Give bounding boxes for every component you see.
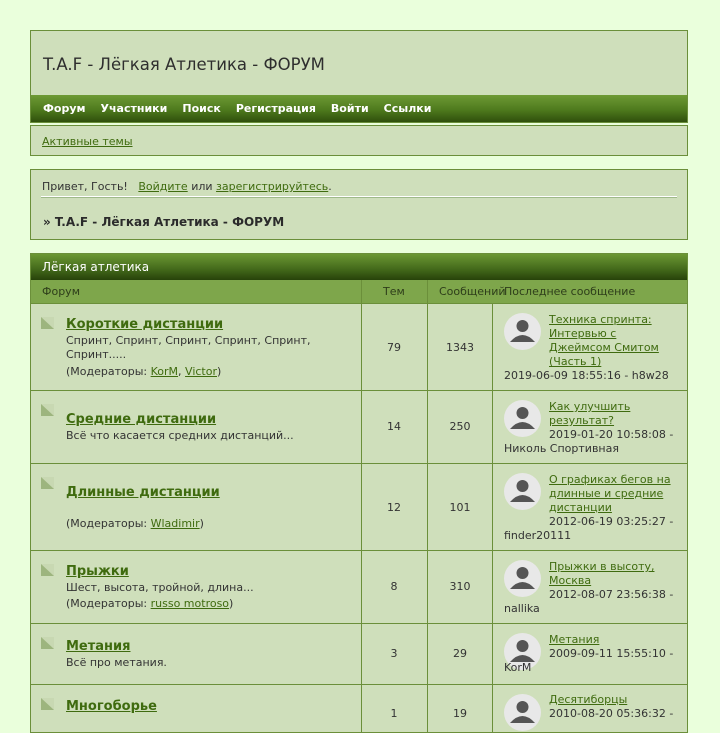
last-post-meta: 2009-09-11 15:55:10 - KorM xyxy=(504,647,674,674)
forum-moderators: (Модераторы: russo motroso) xyxy=(66,597,234,610)
forum-status-icon xyxy=(41,698,54,710)
column-headers xyxy=(31,280,687,304)
nav-register[interactable]: Регистрация xyxy=(235,102,316,115)
nav-login[interactable]: Войти xyxy=(330,102,369,115)
avatar xyxy=(504,313,541,350)
forum-title-link[interactable]: Прыжки xyxy=(66,564,129,579)
forum-description: Спринт, Спринт, Спринт, Спринт, Спринт, Спринт..... xyxy=(66,334,311,361)
forum-title-link[interactable]: Длинные дистанции xyxy=(66,485,220,500)
register-link[interactable]: зарегистрируйтесь xyxy=(216,180,329,193)
forum-row xyxy=(31,685,687,733)
login-link[interactable]: Войдите xyxy=(138,180,188,193)
last-post-meta: 2010-08-20 05:36:32 - xyxy=(549,707,674,720)
period-text: . xyxy=(328,180,332,193)
last-post-link[interactable]: Техника спринта: Интервью с Джеймсом Смитом (Часть 1) xyxy=(549,313,659,368)
forum-row xyxy=(31,551,687,624)
moderator-link[interactable]: KorM xyxy=(150,365,179,378)
forum-title-link[interactable]: Короткие дистанции xyxy=(66,317,224,332)
last-post-link[interactable]: Метания xyxy=(549,633,600,646)
forum-status-icon xyxy=(41,637,54,649)
last-post-link[interactable]: Как улучшить результат? xyxy=(549,400,631,427)
forum-title-link[interactable]: Многоборье xyxy=(66,699,157,714)
forum-title-link[interactable]: Средние дистанции xyxy=(66,412,217,427)
moderator-link[interactable]: Victor xyxy=(185,365,217,378)
forum-moderators: (Модераторы: Wladimir) xyxy=(66,517,204,530)
nav-forum[interactable]: Форум xyxy=(43,102,86,115)
forum-status-icon xyxy=(41,477,54,489)
topics-count: 79 xyxy=(387,341,401,354)
forum-status-icon xyxy=(41,317,54,329)
forum-title-link[interactable]: Метания xyxy=(66,639,131,654)
posts-count: 250 xyxy=(449,420,471,433)
col-last: Последнее сообщение xyxy=(504,285,636,298)
forum-row xyxy=(31,624,687,685)
navbar xyxy=(31,95,687,122)
forum-row xyxy=(31,391,687,464)
or-text: или xyxy=(191,180,213,193)
posts-count: 101 xyxy=(449,501,471,514)
forum-status-icon xyxy=(41,404,54,416)
last-post-meta: 2012-06-19 03:25:27 - finder20111 xyxy=(504,515,674,542)
topics-count: 1 xyxy=(390,707,398,720)
moderator-link[interactable]: russo motroso xyxy=(150,597,230,610)
forum-row xyxy=(31,464,687,551)
divider xyxy=(41,196,677,198)
posts-count: 310 xyxy=(449,580,471,593)
topics-count: 3 xyxy=(390,647,398,660)
topics-count: 8 xyxy=(390,580,398,593)
forum-status-icon xyxy=(41,564,54,576)
posts-count: 1343 xyxy=(446,341,474,354)
posts-count: 29 xyxy=(453,647,467,660)
breadcrumb: » T.A.F - Лёгкая Атлетика - ФОРУМ xyxy=(43,215,285,229)
forum-description: Всё что касается средних дистанций... xyxy=(66,429,294,442)
last-post-link[interactable]: Прыжки в высоту, Москва xyxy=(549,560,655,587)
forum-description: Шест, высота, тройной, длина... xyxy=(66,581,254,594)
welcome-panel xyxy=(30,169,688,240)
last-post-meta: 2012-08-07 23:56:38 - nallika xyxy=(504,588,674,615)
col-topics: Тем xyxy=(383,285,405,298)
last-post-meta: 2019-01-20 10:58:08 - Николь Спортивная xyxy=(504,428,674,455)
forum-row xyxy=(31,304,687,391)
last-post-meta: 2019-06-09 18:55:16 - h8w28 xyxy=(504,369,669,382)
site-title: T.A.F - Лёгкая Атлетика - ФОРУМ xyxy=(43,55,325,74)
col-forum: Форум xyxy=(42,285,80,298)
last-post-link[interactable]: Десятиборцы xyxy=(549,693,628,706)
nav-members[interactable]: Участники xyxy=(100,102,168,115)
active-topics-bar xyxy=(30,125,688,156)
forum-table xyxy=(30,253,688,733)
active-topics-link[interactable]: Активные темы xyxy=(42,135,133,148)
nav-links[interactable]: Ссылки xyxy=(383,102,432,115)
nav-search[interactable]: Поиск xyxy=(182,102,221,115)
greeting xyxy=(42,180,332,193)
greeting-text: Привет, Гость! xyxy=(42,180,128,193)
posts-count: 19 xyxy=(453,707,467,720)
moderator-link[interactable]: Wladimir xyxy=(150,517,200,530)
topics-count: 14 xyxy=(387,420,401,433)
header xyxy=(30,30,688,123)
col-posts: Сообщений xyxy=(439,285,506,298)
avatar xyxy=(504,473,541,510)
forum-description: Всё про метания. xyxy=(66,656,167,669)
last-post-link[interactable]: О графиках бегов на длинные и средние дистанции xyxy=(549,473,671,514)
forum-moderators: (Модераторы: KorM, Victor) xyxy=(66,365,222,378)
topics-count: 12 xyxy=(387,501,401,514)
category-header: Лёгкая атлетика xyxy=(31,254,687,280)
